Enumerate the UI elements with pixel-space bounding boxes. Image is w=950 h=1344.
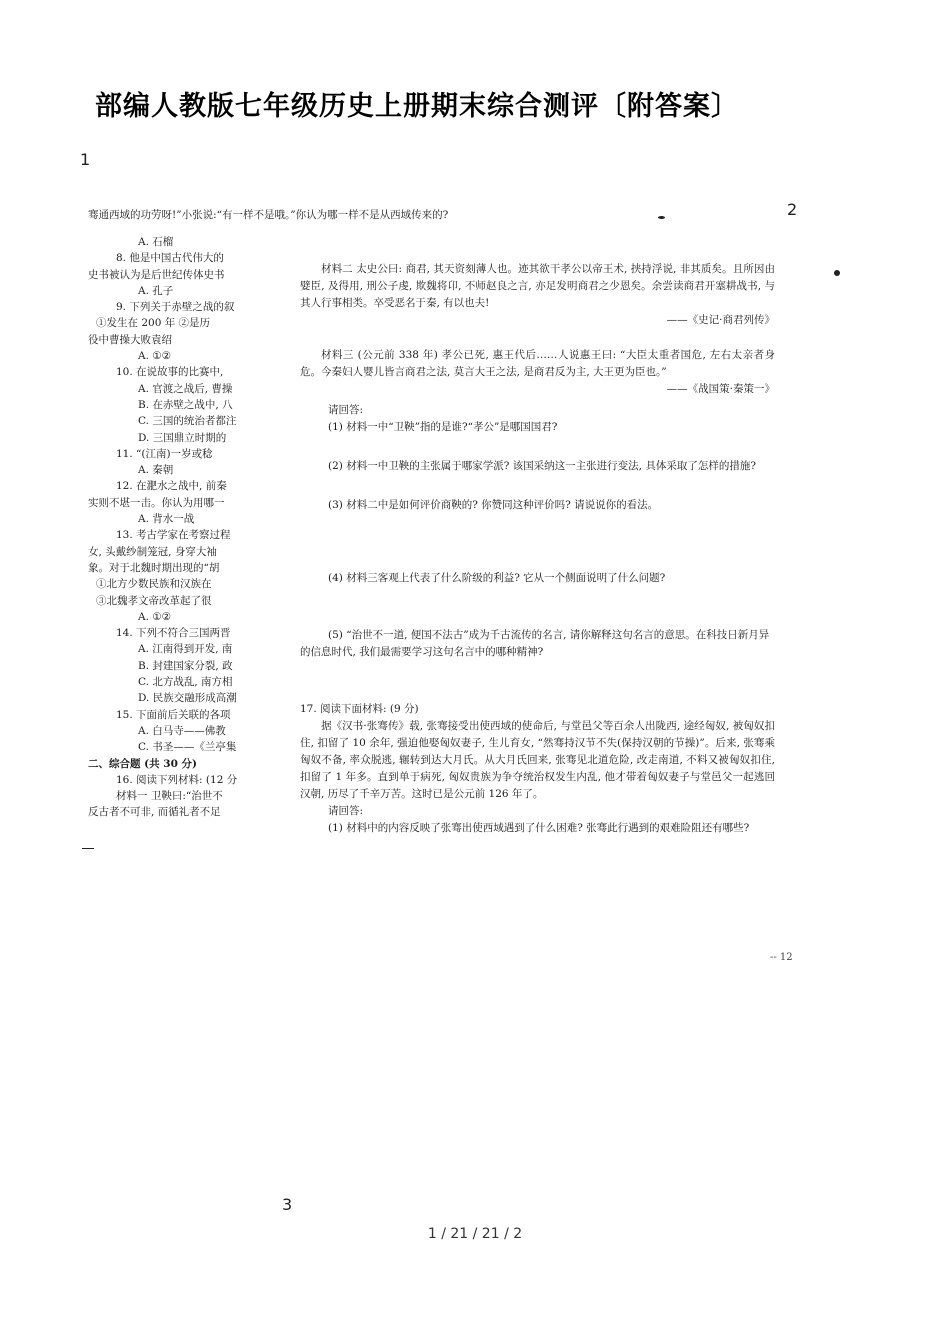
question-17-heading: 17. 阅读下面材料: (9 分) — [300, 703, 419, 715]
scan-left-line: 10. 在说故事的比赛中, — [116, 366, 224, 379]
page-label-3: 3 — [282, 1195, 293, 1214]
scan-top-line: 骞通西域的功劳呀!”小张说:“有一样不是哦。”你认为哪一样不是从西域传来的? — [88, 209, 449, 221]
document-title: 部编人教版七年级历史上册期末综合测评〔附答案〕 — [95, 91, 739, 122]
scan-left-line: 9. 下列关于赤壁之战的叙 — [116, 301, 235, 314]
page-footer: 1 / 21 / 21 / 2 — [427, 1226, 523, 1242]
material-2-source: ——《史记·商君列传》 — [666, 314, 775, 326]
question-4: (4) 材料三客观上代表了什么阶级的利益? 它从一个侧面说明了什么问题? — [328, 572, 666, 584]
scan-left-line: 12. 在淝水之战中, 前秦 — [116, 480, 227, 493]
scan-speck — [658, 216, 665, 219]
question-17-1: (1) 材料中的内容反映了张骞出使西域遇到了什么困难? 张骞此行遇到的艰难险阻还有哪些? — [328, 822, 750, 834]
scan-left-line: 反古者不可非, 而循礼者不足 — [88, 806, 221, 819]
scan-left-line: A. 江南得到开发, 南 — [138, 643, 233, 656]
scan-right-column — [300, 261, 775, 837]
scan-left-line: 8. 他是中国古代伟大的 — [116, 252, 224, 265]
page-label-2: 2 — [787, 200, 798, 219]
scan-left-line: 材料一 卫鞅曰:“治世不 — [116, 790, 223, 803]
scan-left-line: ③北魏孝文帝改革起了很 — [96, 594, 212, 607]
question-1: (1) 材料一中“卫鞅”指的是谁?“孝公”是哪国国君? — [328, 421, 558, 433]
scan-left-line: 15. 下面前后关联的各项 — [116, 708, 231, 721]
scan-left-line: A. 石榴 — [138, 236, 174, 248]
question-2: (2) 材料一中卫鞅的主张属于哪家学派? 该国采纳这一主张进行变法, 具体采取了怎样的措施? — [328, 460, 756, 472]
scan-left-line: 14. 下列不符合三国两晋 — [116, 627, 231, 640]
ask-label-2: 请回答: — [328, 805, 364, 817]
scan-left-line: 役中曹操大败袁绍 — [88, 333, 172, 346]
scan-left-line: D. 三国鼎立时期的 — [138, 431, 227, 444]
scan-left-line: 二、综合题 (共 30 分) — [88, 757, 198, 770]
scan-left-line: C. 北方战乱, 南方相 — [138, 676, 233, 689]
scan-left-line: A. 背水一战 — [138, 513, 195, 526]
scan-left-line: A. 秦朝 — [138, 464, 174, 477]
scan-left-line: B. 封建国家分裂, 政 — [138, 659, 233, 672]
question-5: (5) “治世不一道, 便国不法古”成为千古流传的名言, 请你解释这句名言的意思。在科技日新月异的信息时代, 我们最需要学习这句名言中的哪种精神? — [300, 629, 770, 658]
scan-left-line: ①北方少数民族和汉族在 — [96, 578, 212, 591]
scan-left-line: 16. 阅读下列材料: (12 分 — [116, 773, 238, 786]
page-label-1: 1 — [80, 150, 91, 169]
scan-left-line: C. 书圣——《兰亭集 — [138, 741, 237, 754]
scan-left-line: 11. “(江南)一岁或稔 — [116, 447, 213, 460]
scan-left-line: A. 白马寺——佛教 — [138, 724, 226, 737]
scan-left-line: 13. 考古学家在考察过程 — [116, 529, 231, 542]
scan-left-line: ①发生在 200 年 ②是历 — [96, 317, 211, 330]
scan-speck — [834, 270, 840, 276]
question-3: (3) 材料二中是如何评价商鞅的? 你赞同这种评价吗? 请说说你的看法。 — [328, 499, 659, 511]
scan-left-line: D. 民族交融形成高潮 — [138, 692, 237, 705]
material-3-source: ——《战国策·秦策一》 — [666, 383, 775, 395]
scan-left-line: B. 在赤壁之战中, 八 — [138, 398, 233, 411]
material-2: 材料二 太史公曰: 商君, 其天资刻薄人也。迹其欲干孝公以帝王术, 挟持浮说, 非其质矣。且所因由嬖臣, 及得用, 刑公子虔, 欺魏将卬, 不师赵良之言, 亦足发明商君之少恩矣。余尝读商君开塞耕战书, 与其人行事相类。卒受恶名于秦, 有以也夫! — [300, 263, 775, 309]
scan-left-line: A. 孔子 — [138, 284, 174, 297]
scan-left-line: C. 三国的统治者都注 — [138, 415, 237, 428]
ask-label: 请回答: — [328, 404, 364, 416]
scan-left-line: 女, 头戴纱制笼冠, 身穿大袖 — [88, 545, 217, 558]
material-3: 材料三 (公元前 338 年) 孝公已死, 惠王代后……人说惠王曰: “大臣太重者国危, 左右太亲者身危。今秦妇人婴儿皆言商君之法, 莫言大王之法, 是商君反为主, 大王更为臣也。” — [300, 349, 775, 378]
scan-left-line: 象。对于北魏时期出现的“胡 — [88, 561, 220, 574]
scan-left-line: 实则不堪一击。你认为用哪一 — [88, 496, 225, 509]
question-17-material: 据《汉书·张骞传》载, 张骞接受出使西域的使命后, 与堂邑父等百余人出陇西, 途经匈奴, 被匈奴扣住, 扣留了 10 余年, 强迫他娶匈奴妻子, 生儿育女, “然骞持汉节不失(保持汉朝的节操)”。后来, 张骞乘匈奴不备, 率众脱逃, 辗转到达大月氏。从大月氏回来, 张骞见北道危险, 改走南道, 不料又被匈奴扣住, 扣留了 1 年多。直到单于病死, 匈奴贵族为争夺统治权发生内乱, 他才带着匈奴妻子与堂邑父一起逃回汉朝, 历尽了千辛万苦。这时已是公元前 126 年了。 — [300, 720, 775, 800]
scan-left-line: A. ①② — [138, 610, 172, 623]
scan-left-line: A. 官渡之战后, 曹操 — [138, 382, 233, 395]
scan-left-line: 史书被认为是后世纪传体史书 — [88, 268, 225, 281]
scan-left-line: A. ①② — [138, 350, 172, 363]
scan-speck — [82, 848, 94, 849]
scan-left-column — [88, 234, 246, 834]
inner-page-number: -- 12 — [770, 952, 793, 963]
